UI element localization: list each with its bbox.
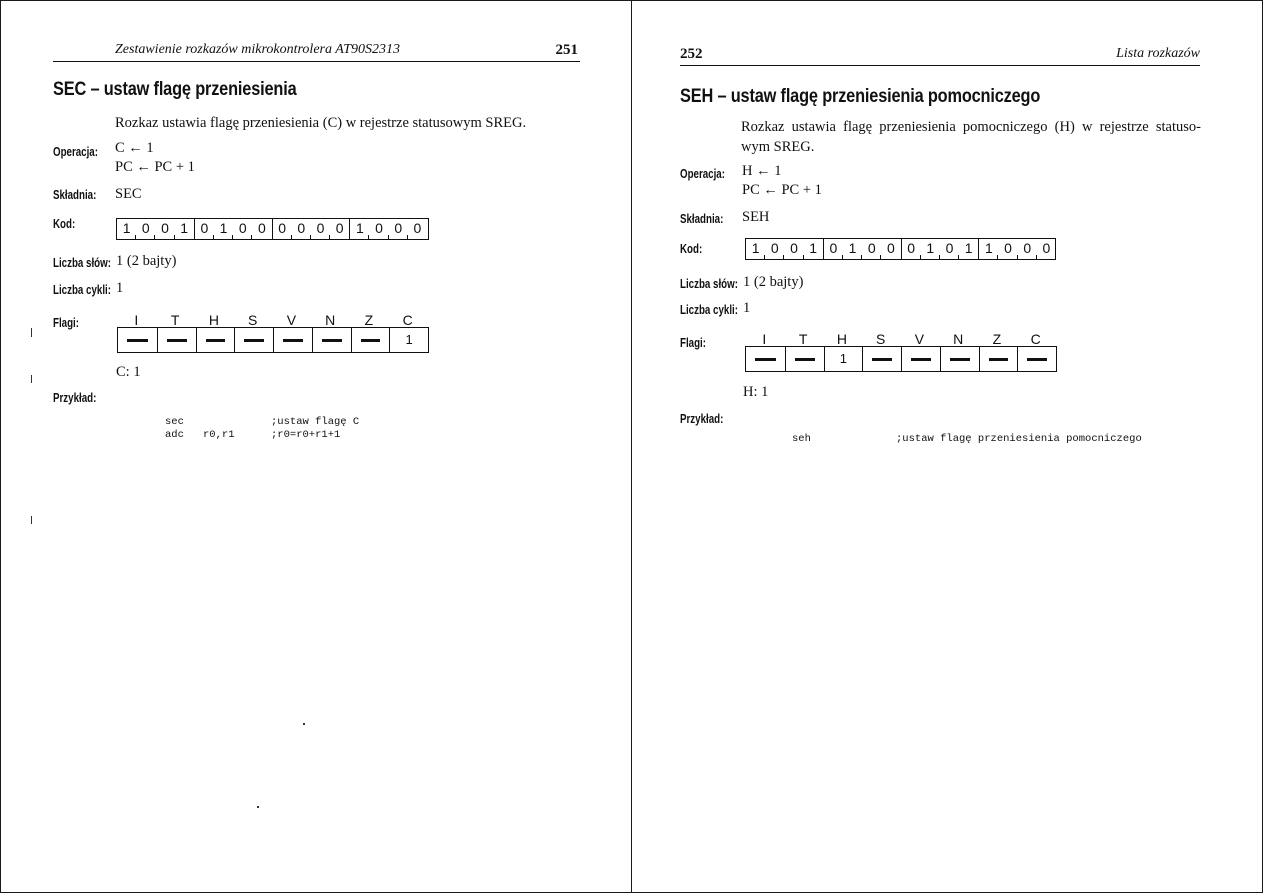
right-words-label: Liczba słów: — [680, 277, 738, 291]
opcode-bit: 0 — [1042, 240, 1051, 256]
right-words-value: 1 (2 bajty) — [743, 274, 804, 290]
flag-cell — [196, 328, 235, 352]
right-example-comment-1: ;ustaw flagę przeniesienia pomocniczego — [896, 433, 1142, 445]
opcode-bit: 0 — [862, 239, 881, 259]
right-header-title: Lista rozkazów — [1116, 46, 1200, 61]
flag-name: S — [247, 312, 258, 328]
opcode-bit: 0 — [998, 239, 1017, 259]
opcode-bit: 1 — [350, 219, 369, 239]
left-example-instr-2: adc — [165, 429, 184, 441]
flag-name: V — [914, 331, 925, 347]
right-flag-note: H: 1 — [743, 384, 769, 400]
right-running-header — [680, 44, 1200, 66]
right-flag-table — [745, 346, 1057, 372]
scan-speck — [31, 375, 32, 383]
flag-cell — [862, 347, 901, 371]
opcode-bit: 0 — [292, 219, 311, 239]
left-opcode-box — [116, 218, 429, 240]
opcode-nibble — [978, 239, 1056, 259]
left-description: Rozkaz ustawia flagę przeniesienia (C) w rejestrze statusowym SREG. — [115, 115, 527, 131]
opcode-bit: 0 — [195, 219, 214, 239]
right-flag-names — [745, 331, 1055, 347]
flag-name: T — [798, 331, 808, 347]
flag-name: N — [953, 331, 964, 347]
flag-name: Z — [992, 331, 1002, 347]
opcode-nibble — [349, 219, 427, 239]
flag-cell — [273, 328, 312, 352]
left-example-comment-2: ;r0=r0+r1+1 — [271, 429, 341, 441]
opcode-bit: 0 — [887, 240, 895, 256]
flag-name: I — [134, 312, 139, 328]
right-operation-line-1: H ← 1 — [742, 163, 782, 179]
flag-cell — [979, 347, 1018, 371]
left-words-value: 1 (2 bajty) — [116, 253, 177, 269]
right-flags-label: Flagi: — [680, 336, 707, 350]
right-page — [632, 0, 1263, 893]
opcode-bit: 1 — [979, 239, 998, 259]
left-running-header — [53, 40, 580, 62]
scan-speck — [257, 806, 259, 808]
opcode-nibble — [272, 219, 350, 239]
left-operation-line-1: C ← 1 — [115, 140, 154, 156]
opcode-bit: 1 — [843, 239, 862, 259]
opcode-bit: 0 — [335, 220, 344, 236]
left-example-args-2: r0,r1 — [203, 429, 235, 441]
left-operation-line-2: PC ← PC + 1 — [115, 159, 195, 175]
flag-name: S — [875, 331, 886, 347]
opcode-bit: 1 — [117, 219, 136, 239]
flag-cell — [785, 347, 824, 371]
flag-name: V — [286, 312, 297, 328]
flag-cell — [940, 347, 979, 371]
right-opcode-box — [745, 238, 1056, 260]
flag-cell: 1 — [389, 328, 428, 352]
right-description-line-2: wym SREG. — [741, 139, 815, 155]
opcode-bit: 0 — [389, 219, 408, 239]
right-cycles-label: Liczba cykli: — [680, 303, 738, 317]
flag-name: H — [208, 312, 219, 328]
flag-cell — [1017, 347, 1056, 371]
opcode-bit: 0 — [155, 219, 174, 239]
opcode-bit: 1 — [964, 240, 973, 256]
opcode-bit: 0 — [311, 219, 330, 239]
flag-name: C — [402, 312, 413, 328]
opcode-bit: 0 — [784, 239, 803, 259]
left-flag-names — [117, 312, 427, 328]
right-page-number: 252 — [680, 46, 703, 62]
left-flag-note: C: 1 — [116, 364, 141, 380]
left-code-label: Kod: — [53, 217, 76, 231]
right-instruction-heading: SEH – ustaw flagę przeniesienia pomocniczego — [680, 86, 1041, 107]
left-cycles-value: 1 — [116, 280, 124, 296]
opcode-bit: 0 — [765, 239, 784, 259]
scan-speck — [31, 328, 32, 337]
flag-cell — [901, 347, 940, 371]
opcode-bit: 0 — [369, 219, 388, 239]
right-code-label: Kod: — [680, 242, 703, 256]
left-flags-label: Flagi: — [53, 316, 80, 330]
flag-name: Z — [364, 312, 374, 328]
left-page-number: 251 — [555, 42, 578, 58]
left-example-comment-1: ;ustaw flagę C — [271, 416, 360, 428]
flag-cell — [118, 328, 157, 352]
right-example-instr-1: seh — [792, 433, 811, 445]
opcode-bit: 0 — [136, 219, 155, 239]
opcode-bit: 0 — [258, 220, 266, 236]
left-flag-table — [117, 327, 429, 353]
opcode-nibble — [194, 219, 272, 239]
flag-cell — [746, 347, 785, 371]
opcode-bit: 0 — [413, 220, 422, 236]
flag-name: C — [1030, 331, 1041, 347]
opcode-bit: 0 — [824, 239, 843, 259]
flag-name: T — [170, 312, 180, 328]
flag-name: H — [836, 331, 847, 347]
flag-cell: 1 — [824, 347, 863, 371]
opcode-bit: 0 — [233, 219, 252, 239]
flag-name: N — [325, 312, 336, 328]
opcode-bit: 1 — [180, 220, 189, 236]
left-instruction-heading: SEC – ustaw flagę przeniesienia — [53, 79, 297, 100]
opcode-nibble — [823, 239, 901, 259]
scan-speck — [31, 516, 32, 524]
right-syntax-label: Składnia: — [680, 212, 724, 226]
right-example-label: Przykład: — [680, 412, 724, 426]
scan-speck — [303, 723, 305, 725]
opcode-bit: 0 — [902, 239, 921, 259]
opcode-bit: 1 — [809, 240, 818, 256]
flag-cell — [157, 328, 196, 352]
left-cycles-label: Liczba cykli: — [53, 283, 111, 297]
left-words-label: Liczba słów: — [53, 256, 111, 270]
left-syntax-label: Składnia: — [53, 188, 97, 202]
opcode-nibble — [117, 219, 194, 239]
right-operation-label: Operacja: — [680, 167, 725, 181]
left-page — [0, 0, 631, 893]
opcode-bit: 1 — [746, 239, 765, 259]
left-example-label: Przykład: — [53, 391, 97, 405]
right-description-line-1: Rozkaz ustawia flagę przeniesienia pomocniczego (H) w rejestrze statuso- — [741, 119, 1201, 135]
flag-cell — [351, 328, 390, 352]
left-example-instr-1: sec — [165, 416, 184, 428]
opcode-bit: 0 — [940, 239, 959, 259]
left-syntax-value: SEC — [115, 186, 142, 202]
opcode-bit: 1 — [921, 239, 940, 259]
flag-cell — [234, 328, 273, 352]
flag-cell — [312, 328, 351, 352]
flag-name: I — [762, 331, 767, 347]
opcode-nibble — [746, 239, 823, 259]
opcode-bit: 0 — [273, 219, 292, 239]
right-cycles-value: 1 — [743, 300, 751, 316]
right-syntax-value: SEH — [742, 209, 770, 225]
opcode-nibble — [901, 239, 979, 259]
left-header-title: Zestawienie rozkazów mikrokontrolera AT90S2313 — [115, 42, 401, 57]
opcode-bit: 1 — [214, 219, 233, 239]
left-operation-label: Operacja: — [53, 145, 98, 159]
opcode-bit: 0 — [1018, 239, 1037, 259]
right-operation-line-2: PC ← PC + 1 — [742, 182, 822, 198]
